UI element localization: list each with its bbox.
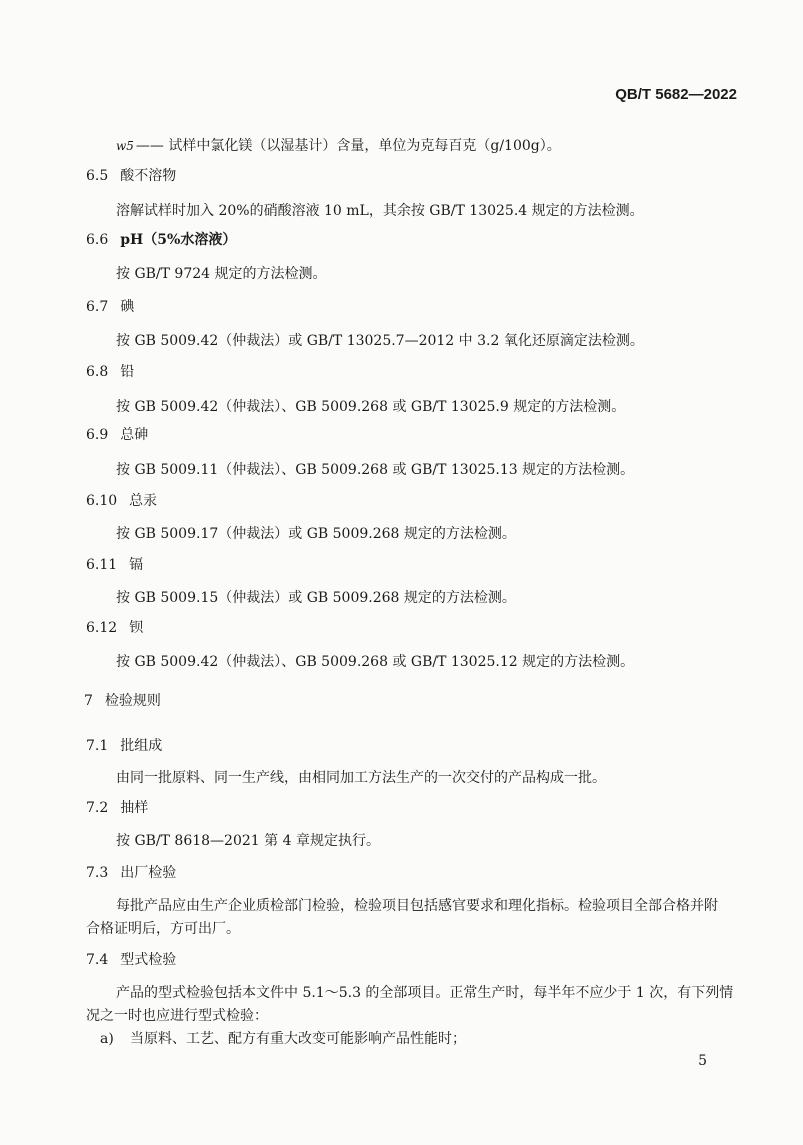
section-body-6-11: 按 GB 5009.15（仲裁法）或 GB 5009.268 规定的方法检测。	[116, 590, 516, 606]
section-body-6-5: 溶解试样时加入 20%的硝酸溶液 10 mL，其余按 GB/T 13025.4 规定的方法检测。	[116, 203, 644, 219]
section-heading-6-6	[86, 229, 236, 249]
section-number: 7.1	[86, 738, 109, 754]
section-number: 6.6	[86, 232, 109, 248]
section-title: 钡	[129, 620, 144, 636]
section-title: 总砷	[120, 427, 149, 443]
section-title: 批组成	[120, 738, 163, 754]
section-number: 7.3	[86, 865, 109, 881]
section-body-6-8: 按 GB 5009.42（仲裁法）、GB 5009.268 或 GB/T 13025.9 规定的方法检测。	[116, 399, 626, 415]
variable-definition	[116, 135, 561, 155]
section-body-7-2: 按 GB/T 8618—2021 第 4 章规定执行。	[116, 833, 380, 849]
list-item-a	[100, 1028, 466, 1048]
section-number: 6.5	[86, 168, 109, 184]
section-number: 6.10	[86, 493, 118, 509]
chapter-number: 7	[84, 693, 93, 709]
section-body-7-3-line2: 合格证明后，方可出厂。	[86, 921, 240, 937]
section-heading-6-7	[86, 296, 134, 316]
section-body-6-10: 按 GB 5009.17（仲裁法）或 GB 5009.268 规定的方法检测。	[116, 526, 516, 542]
section-number: 6.11	[86, 557, 118, 573]
section-number: 7.4	[86, 952, 109, 968]
section-number: 6.8	[86, 364, 109, 380]
section-title: 镉	[129, 557, 144, 573]
section-body-7-4-line1: 产品的型式检验包括本文件中 5.1～5.3 的全部项目。正常生产时，每半年不应少于 1 次，有下列情	[116, 985, 734, 1001]
section-number: 6.12	[86, 620, 118, 636]
section-heading-7-1	[86, 735, 162, 755]
section-heading-6-9	[86, 424, 148, 444]
section-body-7-1: 由同一批原料、同一生产线，由相同加工方法生产的一次交付的产品构成一批。	[116, 770, 606, 786]
section-title: 抽样	[120, 800, 149, 816]
section-body-7-3-line1: 每批产品应由生产企业质检部门检验，检验项目包括感官要求和理化指标。检验项目全部合格并附	[116, 898, 718, 914]
variable-symbol: w5	[116, 139, 134, 153]
section-heading-6-8	[86, 361, 134, 381]
section-body-7-4-line2: 况之一时也应进行型式检验：	[86, 1008, 268, 1024]
section-heading-7-2	[86, 797, 148, 817]
definition-dash: ——	[135, 138, 164, 154]
section-title: pH（5%水溶液）	[120, 232, 237, 248]
section-heading-6-5	[86, 165, 176, 185]
standard-code-header: QB/T 5682—2022	[615, 86, 737, 103]
section-title: 出厂检验	[120, 865, 177, 881]
list-marker: a)	[100, 1031, 114, 1047]
section-title: 总汞	[129, 493, 158, 509]
section-number: 7.2	[86, 800, 109, 816]
section-heading-6-11	[86, 554, 143, 574]
list-item-text: 当原料、工艺、配方有重大改变可能影响产品性能时；	[130, 1031, 466, 1047]
section-number: 6.7	[86, 299, 109, 315]
section-body-6-7: 按 GB 5009.42（仲裁法）或 GB/T 13025.7—2012 中 3.2 氧化还原滴定法检测。	[116, 333, 644, 349]
section-title: 碘	[120, 299, 135, 315]
section-heading-7-3	[86, 862, 176, 882]
section-body-6-9: 按 GB 5009.11（仲裁法）、GB 5009.268 或 GB/T 13025.13 规定的方法检测。	[116, 462, 635, 478]
section-title: 型式检验	[120, 952, 177, 968]
definition-text: 试样中氯化镁（以湿基计）含量，单位为克每百克（g/100g）。	[168, 138, 561, 154]
section-heading-7-4	[86, 949, 176, 969]
chapter-heading-7	[84, 690, 161, 710]
chapter-title: 检验规则	[104, 693, 161, 709]
section-title: 酸不溶物	[120, 168, 177, 184]
section-number: 6.9	[86, 427, 109, 443]
section-body-6-12: 按 GB 5009.42（仲裁法）、GB 5009.268 或 GB/T 13025.12 规定的方法检测。	[116, 654, 635, 670]
section-title: 铅	[120, 364, 135, 380]
section-heading-6-10	[86, 490, 157, 510]
section-heading-6-12	[86, 617, 143, 637]
section-body-6-6: 按 GB/T 9724 规定的方法检测。	[116, 266, 327, 282]
page-number: 5	[698, 1053, 707, 1069]
